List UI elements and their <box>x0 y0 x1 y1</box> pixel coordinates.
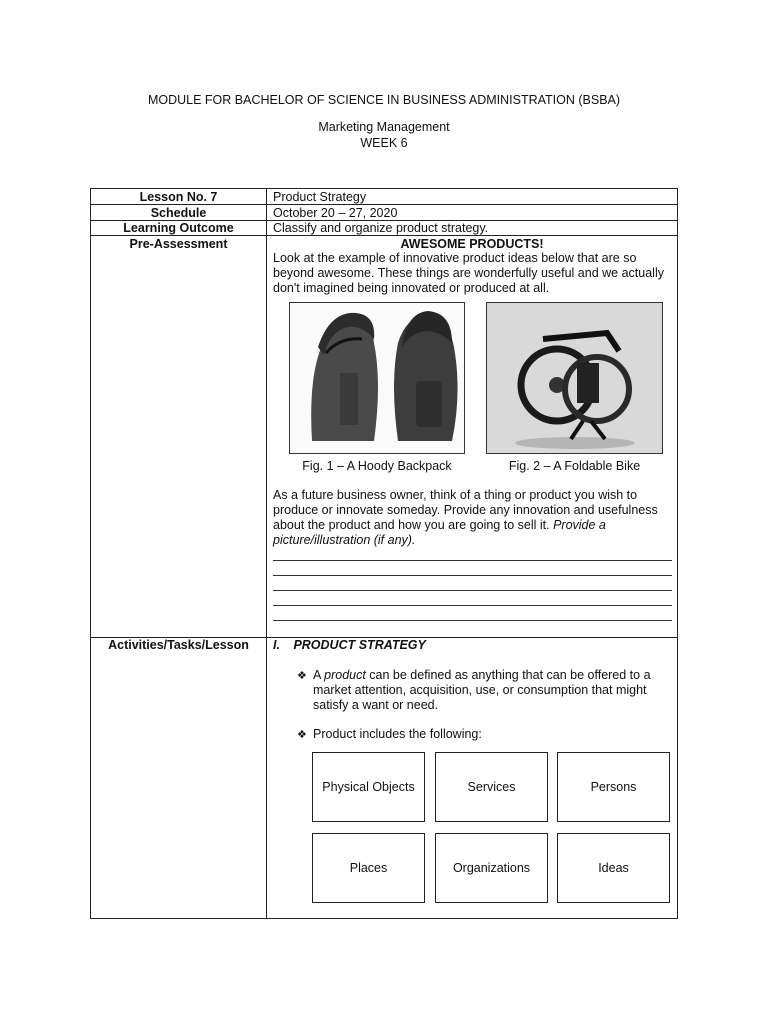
schedule-value: October 20 – 27, 2020 <box>273 206 398 220</box>
category-ideas: Ideas <box>557 833 670 903</box>
row-divider <box>91 235 677 236</box>
diamond-bullet-icon: ❖ <box>297 670 307 682</box>
definition-emphasis: product <box>324 668 366 682</box>
outcome-label: Learning Outcome <box>123 221 234 235</box>
lesson-value: Product Strategy <box>273 190 367 204</box>
category-places: Places <box>312 833 425 903</box>
lesson-table <box>90 188 678 919</box>
awesome-heading: AWESOME PRODUCTS! <box>400 237 544 251</box>
answer-line[interactable] <box>273 605 672 606</box>
section-heading <box>273 638 426 652</box>
module-title: MODULE FOR BACHELOR OF SCIENCE IN BUSINESS ADMINISTRATION (BSBA) <box>147 93 621 107</box>
section-title: PRODUCT STRATEGY <box>293 638 426 652</box>
category-persons: Persons <box>557 752 670 822</box>
product-includes: Product includes the following: <box>313 727 482 741</box>
foldable-bike-image <box>486 302 663 454</box>
course-title: Marketing Management <box>318 120 450 134</box>
definition-pre: A <box>313 668 325 682</box>
pre-assessment-intro: Look at the example of innovative product ideas below that are so beyond awesome. These things are wonderfully useful and we actually don't imagined being innovated or produced at all. <box>273 251 664 295</box>
hoody-backpack-image <box>289 302 465 454</box>
category-organizations: Organizations <box>435 833 548 903</box>
backpack-illustration <box>290 303 465 454</box>
prompt-italic: Provide a picture/illustration (if any). <box>273 518 606 547</box>
answer-line[interactable] <box>273 620 672 621</box>
diamond-bullet-icon: ❖ <box>297 729 307 741</box>
lesson-label: Lesson No. 7 <box>139 190 218 204</box>
answer-line[interactable] <box>273 590 672 591</box>
pre-assessment-prompt <box>273 488 673 548</box>
category-services: Services <box>435 752 548 822</box>
bike-illustration <box>487 303 663 454</box>
section-number: I. <box>273 638 280 652</box>
definition-post: can be defined as anything that can be offered to a market attention, acquisition, use, or consumption that might satisfy a want or need. <box>313 668 651 712</box>
column-divider <box>266 189 267 918</box>
week-label: WEEK 6 <box>360 136 408 150</box>
product-definition <box>313 668 663 713</box>
activities-label: Activities/Tasks/Lesson <box>108 638 249 652</box>
prompt-text: As a future business owner, think of a thing or product you wish to produce or innovate someday. Provide any innovation and usefulness about the product and how you are going to sell it. <box>273 488 658 532</box>
fig2-caption: Fig. 2 – A Foldable Bike <box>508 459 641 473</box>
pre-assessment-label: Pre-Assessment <box>129 237 228 251</box>
outcome-value: Classify and organize product strategy. <box>273 221 489 235</box>
schedule-label: Schedule <box>150 206 207 220</box>
fig1-caption: Fig. 1 – A Hoody Backpack <box>302 459 452 473</box>
category-physical-objects: Physical Objects <box>312 752 425 822</box>
answer-line[interactable] <box>273 575 672 576</box>
row-divider <box>91 204 677 205</box>
answer-line[interactable] <box>273 560 672 561</box>
